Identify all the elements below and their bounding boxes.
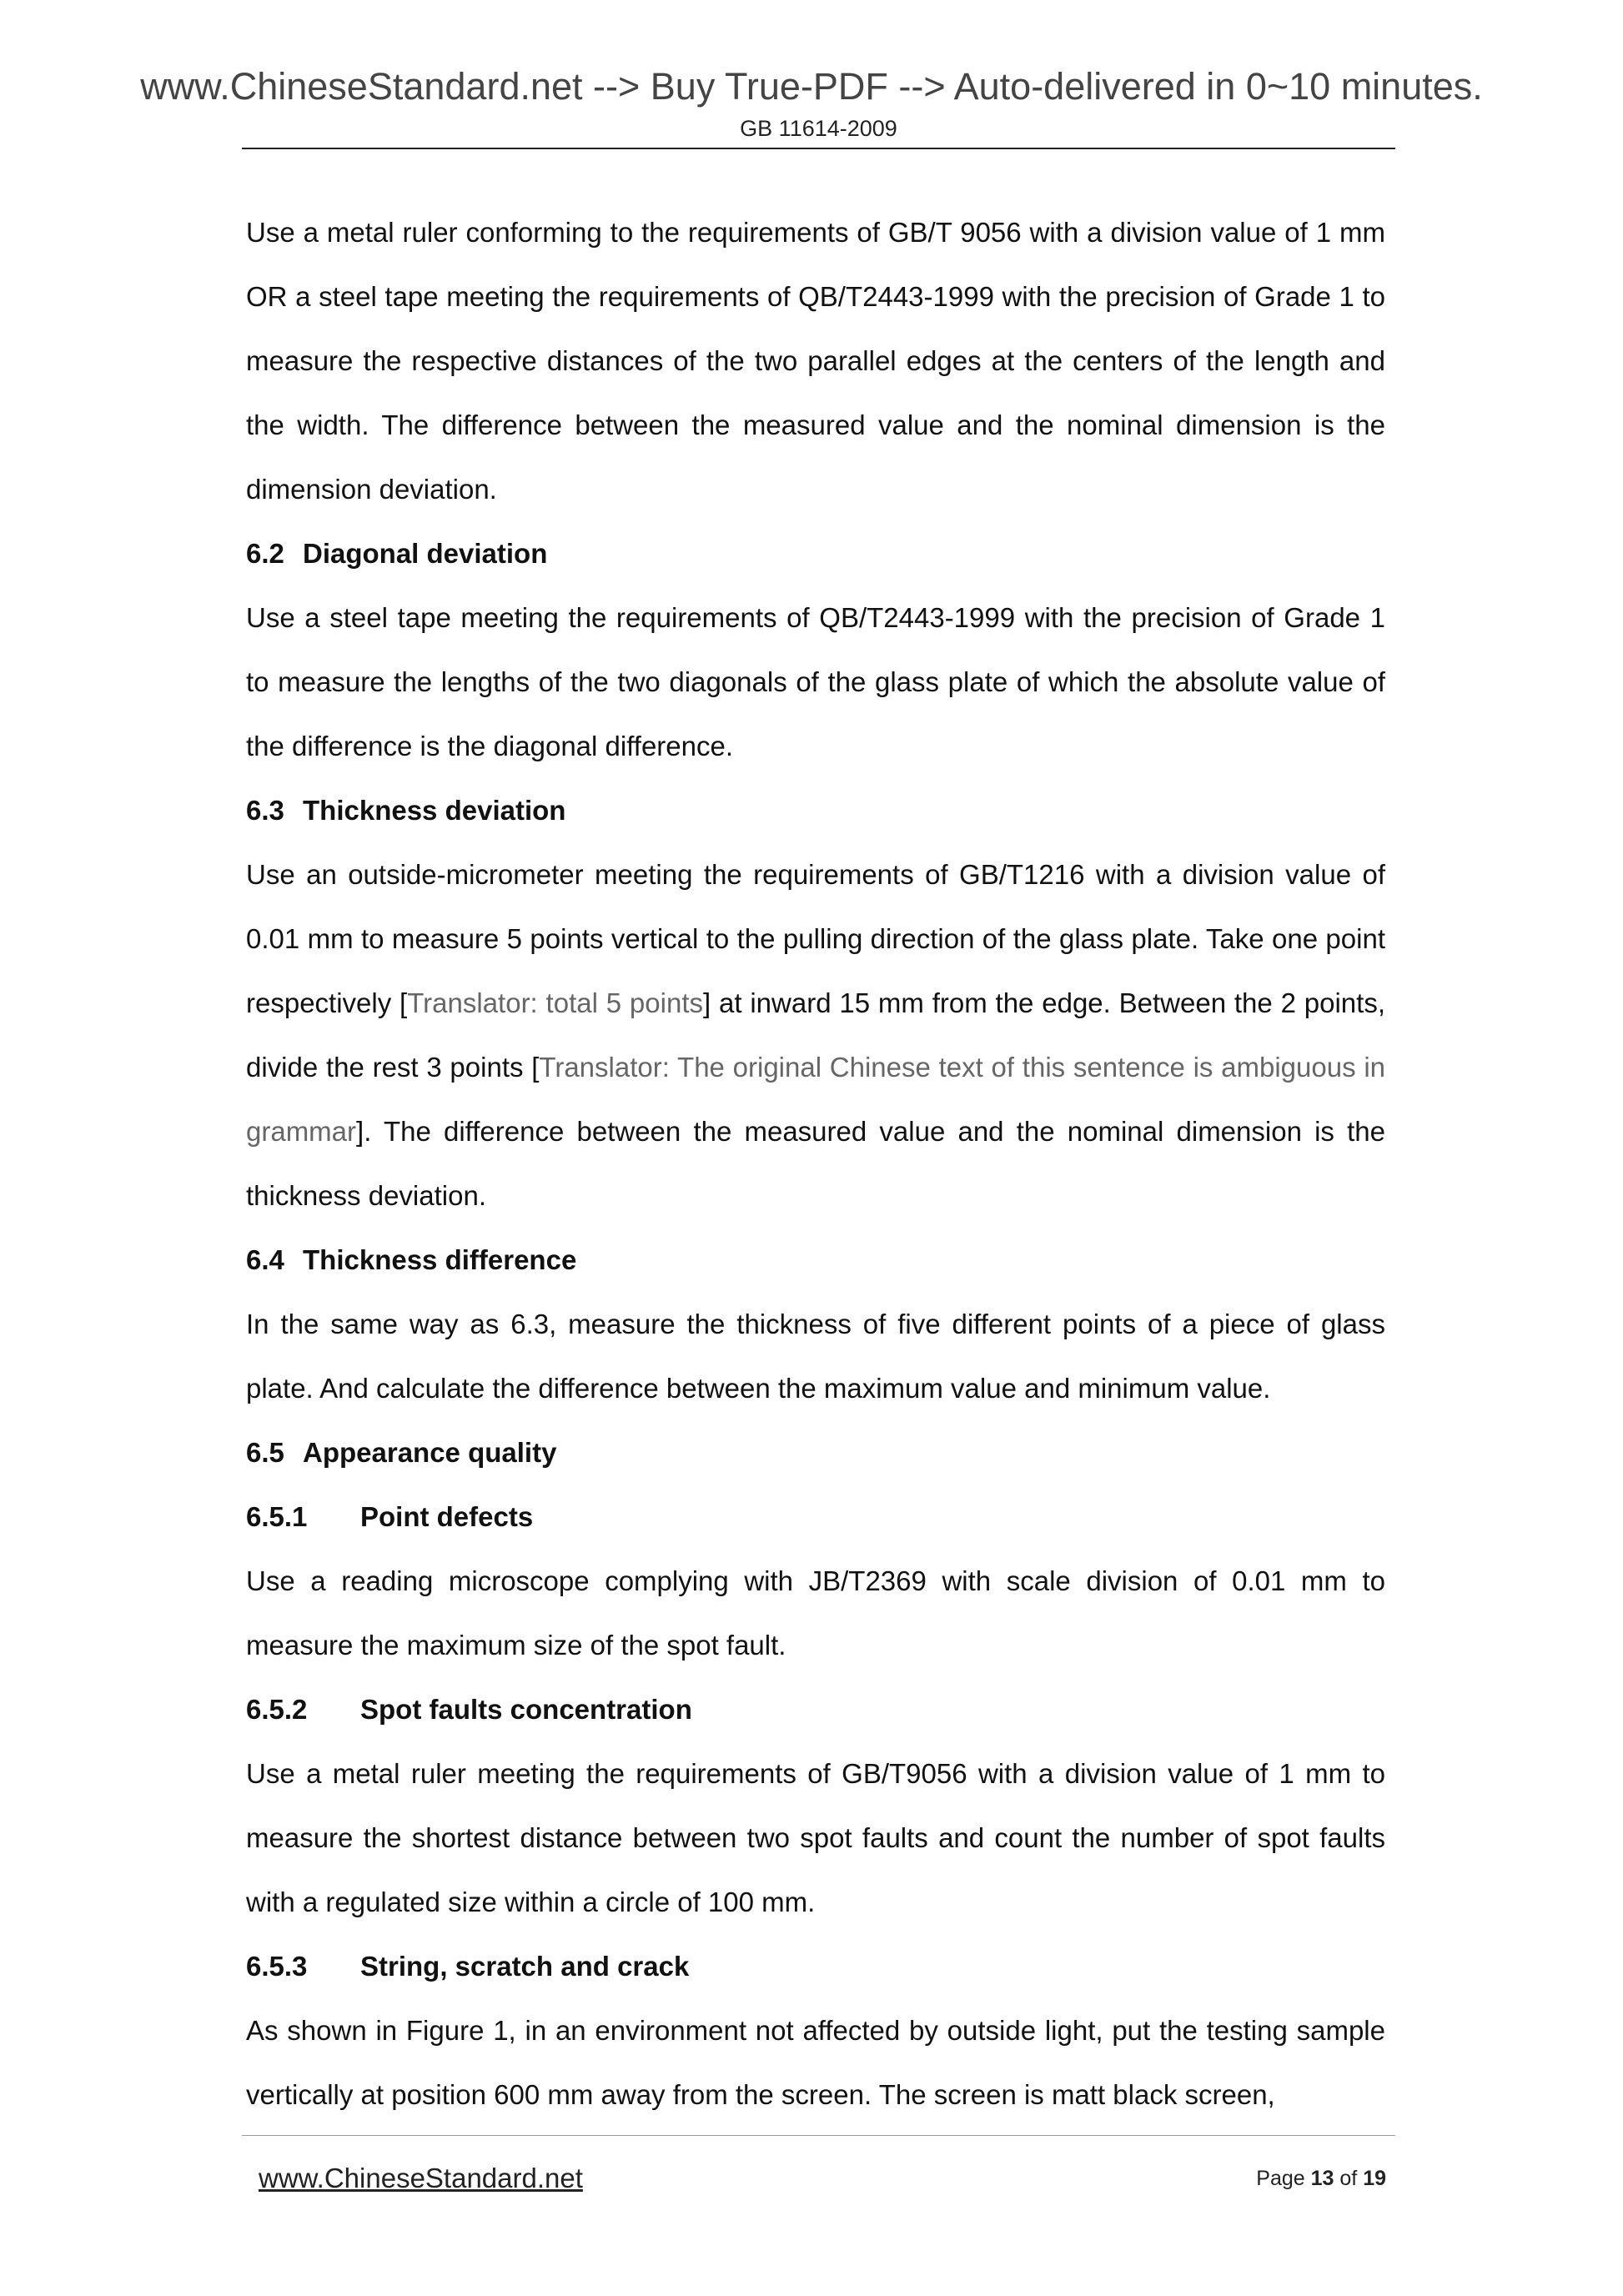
heading-number: 6.5.2 (246, 1694, 308, 1725)
heading-number: 6.5.1 (246, 1501, 308, 1532)
heading-6-5-1 (246, 1485, 1385, 1549)
heading-title: Appearance quality (303, 1437, 557, 1468)
document-body (246, 200, 1385, 2127)
heading-title: Diagonal deviation (303, 538, 548, 569)
heading-6-3 (246, 778, 1385, 842)
heading-number: 6.5 (246, 1437, 284, 1468)
translator-note: Translator: total 5 points (407, 987, 703, 1018)
heading-title: Spot faults concentration (360, 1694, 692, 1725)
heading-6-4 (246, 1228, 1385, 1292)
footer-divider (242, 2135, 1395, 2136)
paragraph-spot-faults: Use a metal ruler meeting the requirements of GB/T9056 with a division value of 1 mm to measure the shortest distance between two spot faults and count the number of spot faults with a regulated size within a circle of 100 mm. (246, 1758, 1385, 1917)
page-current: 13 (1310, 2167, 1334, 2190)
heading-6-5-2 (246, 1677, 1385, 1741)
translator-note: Translator: The original Chinese text of this sentence is ambiguous in grammar (246, 1052, 1386, 1147)
heading-number: 6.3 (246, 795, 284, 826)
heading-number: 6.4 (246, 1244, 284, 1275)
paragraph-thickness-deviation (246, 842, 1385, 1228)
footer-site-link[interactable]: www.ChineseStandard.net (259, 2163, 583, 2193)
page-of-label: of (1339, 2167, 1358, 2190)
paragraph-point-defects: Use a reading microscope complying with JB/T2369 with scale division of 0.01 mm to measure the maximum size of the spot fault. (246, 1565, 1385, 1660)
heading-number: 6.2 (246, 538, 284, 569)
heading-title: Thickness difference (303, 1244, 577, 1275)
heading-title: Thickness deviation (303, 795, 566, 826)
standard-id: GB 11614-2009 (740, 116, 897, 141)
paragraph-thickness-difference: In the same way as 6.3, measure the thickness of five different points of a piece of glass plate. And calculate the difference between the maximum value and minimum value. (246, 1309, 1385, 1404)
text-run: ]. The difference between the measured value and the nominal dimension is the thickness deviation. (246, 1116, 1385, 1211)
paragraph-dimension-deviation: Use a metal ruler conforming to the requirements of GB/T 9056 with a division value of 1 mm OR a steel tape meeting the requirements of QB/T2443-1999 with the precision of Grade 1 to measure the respective distances of the two parallel edges at the centers of the length and the width. The difference between the measured value and the nominal dimension is the dimension deviation. (246, 217, 1385, 505)
text-run: ] at inward 15 mm from the edge. Between the 2 points, divide the rest 3 points [ (246, 987, 1385, 1083)
heading-title: Point defects (360, 1501, 534, 1532)
text-run: Use an outside-micrometer meeting the requirements of GB/T1216 with a division value of 0.01 mm to measure 5 points vertical to the pulling direction of the glass plate. Take one point respectively [ (246, 859, 1385, 1018)
heading-title: String, scratch and crack (360, 1951, 690, 1982)
paragraph-string-scratch-crack: As shown in Figure 1, in an environment not affected by outside light, put the testing sample vertically at position 600 mm away from the screen. The screen is matt black screen, (246, 2015, 1385, 2110)
page-total: 19 (1363, 2167, 1386, 2190)
heading-6-5 (246, 1420, 1385, 1485)
page-label: Page (1256, 2167, 1305, 2190)
heading-6-2 (246, 521, 1385, 585)
paragraph-diagonal-deviation: Use a steel tape meeting the requirements of QB/T2443-1999 with the precision of Grade 1 to measure the lengths of the two diagonals of the glass plate of which the absolute value of the difference is the diagonal difference. (246, 602, 1385, 761)
heading-6-5-3 (246, 1934, 1385, 1998)
header-divider (242, 148, 1395, 149)
page-number (1256, 2163, 1386, 2193)
heading-number: 6.5.3 (246, 1951, 308, 1982)
site-banner[interactable]: www.ChineseStandard.net --> Buy True-PDF --> Auto-delivered in 0~10 minutes. (140, 65, 1483, 108)
